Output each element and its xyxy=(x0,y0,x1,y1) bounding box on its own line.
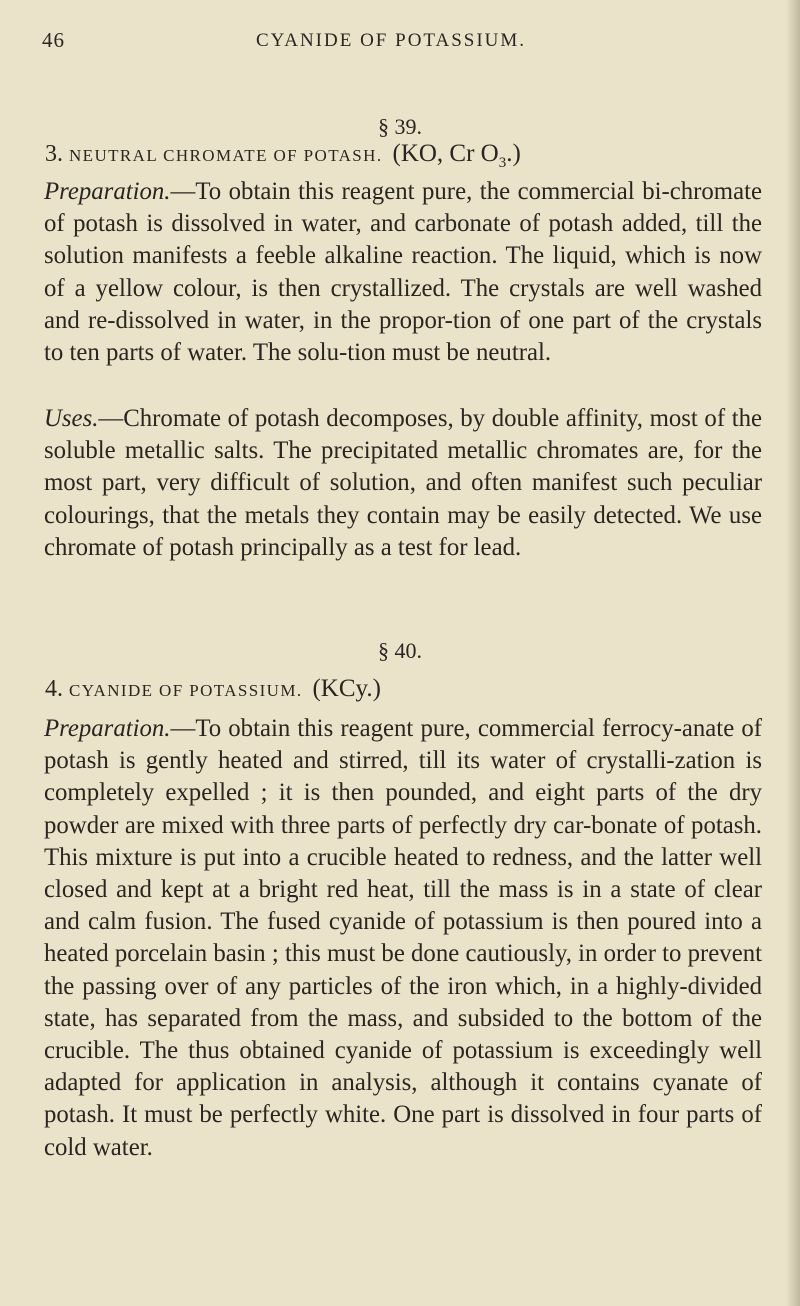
paragraph-uses-chromate xyxy=(44,403,762,564)
heading-formula: (KO, Cr $O_3$.) xyxy=(392,140,521,171)
heading-title: NEUTRAL CHROMATE OF POTASH. xyxy=(69,146,383,165)
running-head xyxy=(42,28,740,58)
paragraph-text: —To obtain this reagent pure, the commercial bi-chromate of potash is dissolved in water, and carbonate of potash added, till the solution manifests a feeble alkaline reaction. The liquid, which is now of a yellow colour, is then crystallized. The crystals are well washed and re-dissolved in water, in the propor-tion of one part of the crystals to ten parts of water. The solu-tion must be neutral. xyxy=(44,178,762,367)
running-title: CYANIDE OF POTASSIUM. xyxy=(255,30,527,51)
heading-formula: (KCy.) xyxy=(312,675,381,702)
heading-title: CYANIDE OF POTASSIUM. xyxy=(69,681,303,700)
paragraph-lead: Preparation. xyxy=(44,715,171,742)
paragraph-text: —To obtain this reagent pure, commercial ferrocy-anate of potash is gently heated and stirred, till its water of crystalli-zation is completely expelled ; it is then pounded, and eight parts of the dry powder are mixed with three parts of perfectly dry car-bonate of potash. This mixture is put into a crucible heated to redness, and the latter well closed and kept at a bright red heat, till the mass is in a state of clear and calm fusion. The fused cyanide of potassium is then poured into a heated porcelain basin ; this must be done cautiously, in order to prevent the passing over of any particles of the iron which, in a highly-divided state, has separated from the mass, and subsided to the bottom of the crucible. The thus obtained cyanide of potassium is exceedingly well adapted for application in analysis, although it contains cyanate of potash. It must be perfectly white. One part is dissolved in four parts of cold water. xyxy=(44,715,762,1161)
section-mark-39: § 39. xyxy=(378,114,422,139)
section-mark-40: § 40. xyxy=(378,638,422,663)
paragraph-preparation-chromate xyxy=(44,176,762,369)
formula-subscript: 3 xyxy=(498,155,507,171)
page-edge-shadow xyxy=(786,0,800,1306)
paragraph-preparation-cyanide xyxy=(44,713,762,1164)
section-heading-chromate xyxy=(45,140,800,172)
page-number: 46 xyxy=(42,28,65,52)
section-heading-cyanide xyxy=(45,675,800,703)
paragraph-lead: Uses. xyxy=(44,405,99,432)
paragraph-text: —Chromate of potash decomposes, by double affinity, most of the soluble metallic salts. The precipitated metallic chromates are, for the most part, very difficult of solution, and often manifest such peculiar colourings, that the metals they contain may be easily detected. We use chromate of potash principally as a test for lead. xyxy=(44,405,762,561)
heading-number: 3. xyxy=(45,141,63,167)
paragraph-lead: Preparation. xyxy=(44,178,171,205)
heading-number: 4. xyxy=(45,676,63,702)
